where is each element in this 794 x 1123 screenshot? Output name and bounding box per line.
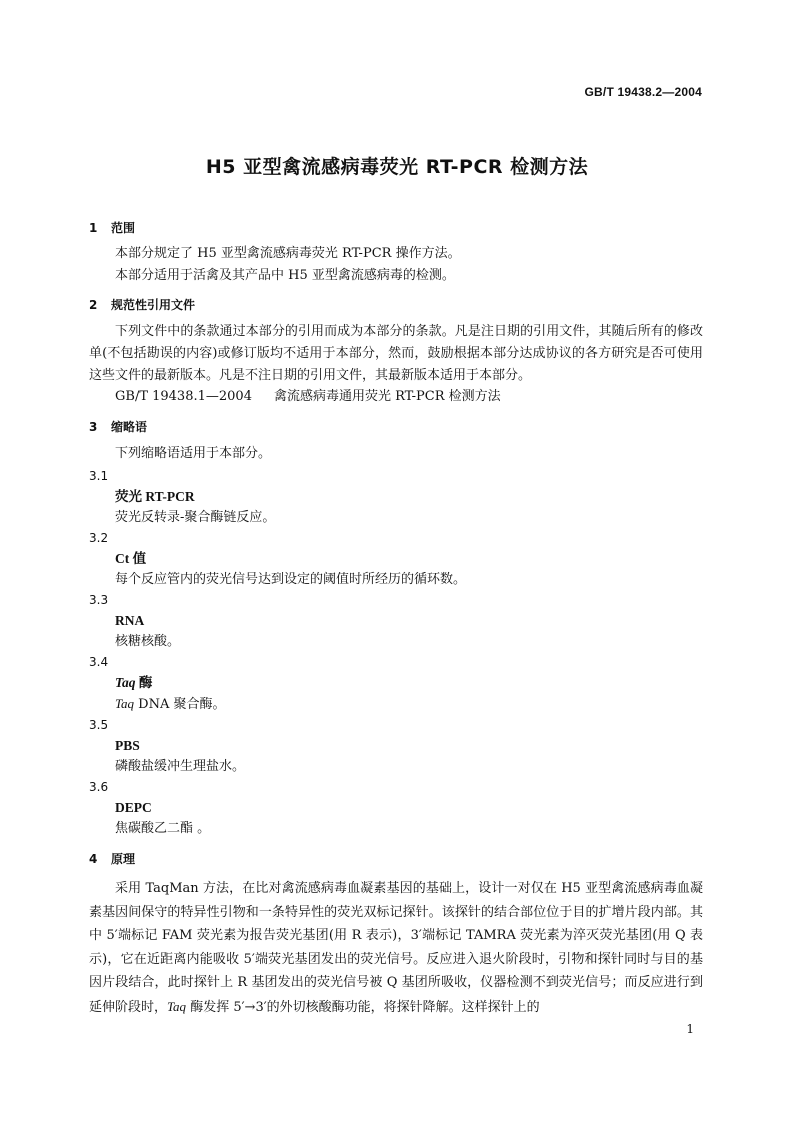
section-title: 范围	[111, 221, 136, 235]
term-part: Ct	[115, 551, 130, 566]
term-italic: Taq	[115, 675, 136, 690]
term	[89, 548, 703, 569]
paragraph-text: 采用 TaqMan 方法，在比对禽流感病毒血凝素基因的基础上，设计一对仅在 H5 亚型禽流感病毒血凝素基因间保守的特异性引物和一条特异性的荧光双标记探针。该探针的结合部位位于目的扩增片段内部。其中 5′端标记 FAM 荧光素为报告荧光基团(用 R 表示)，3′端标记 TAMRA 荧光素为淬灭荧光基团(用 Q 表示)，它在近距离内能吸收 5′端荧光基团发出的荧光信号。反应进入退火阶段时，引物和探针同时与目的基因片段结合，此时探针上 R 基团发出的荧光信号被 Q 基团所吸收，仪器检测不到荧光信号；而反应进行到延伸阶段时，	[89, 881, 703, 1015]
reference-title: 禽流感病毒通用荧光 RT-PCR 检测方法	[273, 389, 501, 404]
term-number: 3.6	[89, 780, 109, 794]
section-number: 1	[89, 221, 98, 235]
section-number: 4	[89, 852, 98, 866]
term-number: 3.1	[89, 469, 109, 483]
section-1-paragraph-1: 本部分规定了 H5 亚型禽流感病毒荧光 RT-PCR 操作方法。	[115, 246, 461, 261]
term	[89, 672, 703, 693]
term-number: 3.4	[89, 655, 109, 669]
term-part: 值	[129, 551, 147, 566]
page-number: 1	[686, 1022, 694, 1036]
section-title: 缩略语	[111, 420, 148, 434]
section-4-paragraph	[89, 877, 703, 1020]
term-number: 3.3	[89, 593, 109, 607]
term-definition: 每个反应管内的荧光信号达到设定的阈值时所经历的循环数。	[115, 572, 467, 587]
section-2-paragraph: 下列文件中的条款通过本部分的引用而成为本部分的条款。凡是注日期的引用文件，其随后所有的修改单(不包括勘误的内容)或修订版均不适用于本部分，然而，鼓励根据本部分达成协议的各方研究是否可使用这些文件的最新版本。凡是不注日期的引用文件，其最新版本适用于本部分。	[89, 324, 703, 383]
term-number: 3.2	[89, 531, 109, 545]
section-1-paragraph-2: 本部分适用于活禽及其产品中 H5 亚型禽流感病毒的检测。	[115, 268, 455, 283]
paragraph-text: 酶发挥 5′→3′的外切核酸酶功能，将探针降解。这样探针上的	[186, 999, 540, 1015]
normative-reference	[89, 387, 703, 407]
term: RNA	[115, 613, 145, 628]
section-title: 规范性引用文件	[111, 298, 196, 312]
term-part: 酶	[135, 675, 153, 690]
term: PBS	[115, 738, 140, 753]
section-number: 2	[89, 298, 98, 312]
term: 荧光 RT-PCR	[115, 489, 195, 504]
term-definition	[89, 693, 703, 715]
term-definition: 核糖核酸。	[115, 634, 181, 649]
document-title: H5 亚型禽流感病毒荧光 RT-PCR 检测方法	[205, 156, 589, 178]
section-number: 3	[89, 420, 98, 434]
section-3-heading	[89, 417, 703, 437]
section-title: 原理	[111, 852, 136, 866]
reference-code: GB/T 19438.1—2004	[115, 389, 252, 404]
section-2-heading	[89, 295, 703, 315]
definition-italic: Taq	[115, 696, 135, 711]
term-definition: 荧光反转录-聚合酶链反应。	[115, 510, 276, 525]
section-1-heading	[89, 218, 703, 238]
standard-code: GB/T 19438.2—2004	[584, 85, 702, 99]
section-3-intro: 下列缩略语适用于本部分。	[115, 446, 272, 461]
term-definition: 磷酸盐缓冲生理盐水。	[115, 759, 246, 774]
term-definition: 焦碳酸乙二酯 。	[115, 821, 211, 836]
paragraph-italic: Taq	[167, 998, 187, 1014]
document-body	[89, 218, 703, 1020]
definition-part: DNA 聚合酶。	[134, 697, 226, 712]
term: DEPC	[115, 800, 152, 815]
term-number: 3.5	[89, 718, 109, 732]
section-4-heading	[89, 849, 703, 869]
